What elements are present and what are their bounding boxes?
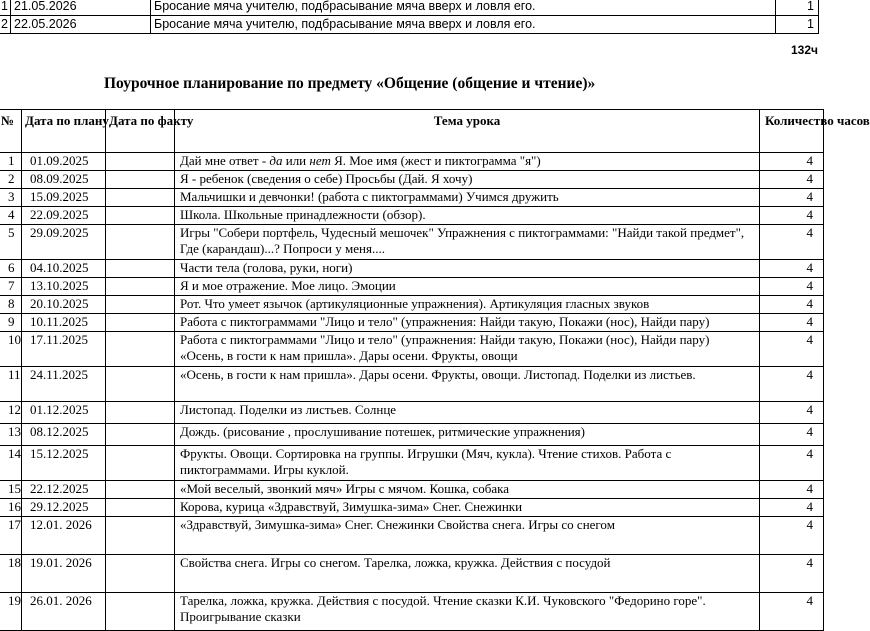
row-date-fact — [106, 593, 175, 631]
row-hours: 4 — [760, 555, 824, 593]
row-hours: 4 — [760, 278, 824, 296]
row-number: 6 — [0, 260, 22, 278]
row-date-plan: 13.10.2025 — [22, 278, 106, 296]
topic-part: или — [282, 153, 310, 168]
row-topic: Рот. Что умеет язычок (артикуляционные упражнения). Артикуляция гласных звуков — [175, 296, 760, 314]
row-date-plan: 04.10.2025 — [22, 260, 106, 278]
row-hours: 4 — [760, 225, 824, 260]
page-title: Поурочное планирование по предмету «Общение (общение и чтение)» — [104, 75, 596, 92]
table-row — [0, 446, 824, 481]
header-date-fact: Дата по факту — [106, 110, 175, 153]
total-hours: 132ч — [791, 43, 818, 57]
table-row — [0, 0, 819, 16]
row-date-fact — [106, 446, 175, 481]
row-date: 21.05.2026 — [11, 0, 151, 16]
row-date-fact — [106, 314, 175, 332]
table-row — [0, 367, 824, 402]
row-hours: 4 — [760, 171, 824, 189]
row-date-fact — [106, 225, 175, 260]
row-number: 2 — [0, 16, 11, 34]
row-date-plan: 19.01. 2026 — [22, 555, 106, 593]
table-row — [0, 517, 824, 555]
row-date-plan: 22.09.2025 — [22, 207, 106, 225]
row-hours: 4 — [760, 517, 824, 555]
row-date-plan: 29.09.2025 — [22, 225, 106, 260]
row-topic — [175, 153, 760, 171]
row-number: 10 — [0, 332, 22, 367]
row-date-fact — [106, 424, 175, 446]
row-number: 15 — [0, 481, 22, 499]
row-topic: Мальчишки и девчонки! (работа с пиктограммами) Учимся дружить — [175, 189, 760, 207]
row-topic: Листопад. Поделки из листьев. Солнце — [175, 402, 760, 424]
row-number: 13 — [0, 424, 22, 446]
row-date-plan: 10.11.2025 — [22, 314, 106, 332]
row-number: 7 — [0, 278, 22, 296]
row-topic: «Осень, в гости к нам пришла». Дары осени. Фрукты, овощи. Листопад. Поделки из листьев. — [175, 367, 760, 402]
table-row — [0, 260, 824, 278]
row-date-plan: 20.10.2025 — [22, 296, 106, 314]
row-hours: 4 — [760, 153, 824, 171]
row-topic: Я и мое отражение. Мое лицо. Эмоции — [175, 278, 760, 296]
row-date-plan: 08.12.2025 — [22, 424, 106, 446]
row-topic: Свойства снега. Игры со снегом. Тарелка, ложка, кружка. Действия с посудой — [175, 555, 760, 593]
row-hours: 4 — [760, 424, 824, 446]
row-date-plan: 15.12.2025 — [22, 446, 106, 481]
table-row — [0, 555, 824, 593]
row-hours: 4 — [760, 367, 824, 402]
table-row — [0, 16, 819, 34]
row-date-plan: 15.09.2025 — [22, 189, 106, 207]
topic-yes: да — [269, 153, 283, 168]
topic-part: Я. Мое имя (жест и пиктограмма "я") — [330, 153, 541, 168]
row-number: 12 — [0, 402, 22, 424]
row-date-fact — [106, 517, 175, 555]
row-number: 5 — [0, 225, 22, 260]
row-number: 17 — [0, 517, 22, 555]
row-topic: Фрукты. Овощи. Сортировка на группы. Игрушки (Мяч, кукла). Чтение стихов. Работа с пиктограммами. Игры куклой. — [175, 446, 760, 481]
row-date-fact — [106, 260, 175, 278]
row-topic: Я - ребенок (сведения о себе) Просьбы (Дай. Я хочу) — [175, 171, 760, 189]
row-topic: Работа с пиктограммами "Лицо и тело" (упражнения: Найди такую, Покажи (нос), Найди пару) «Осень, в гости к нам пришла». Дары осени. Фрукты, овощи — [175, 332, 760, 367]
row-topic: Тарелка, ложка, кружка. Действия с посудой. Чтение сказки К.И. Чуковского "Федорино горе". Проигрывание сказки — [175, 593, 760, 631]
previous-table-fragment — [0, 0, 819, 34]
row-number: 8 — [0, 296, 22, 314]
row-number: 1 — [0, 153, 22, 171]
row-hours: 4 — [760, 260, 824, 278]
header-date-plan: Дата по плану — [22, 110, 106, 153]
row-date-fact — [106, 153, 175, 171]
row-date-fact — [106, 296, 175, 314]
row-date-plan: 24.11.2025 — [22, 367, 106, 402]
row-number: 2 — [0, 171, 22, 189]
table-row — [0, 481, 824, 499]
row-date-plan: 12.01. 2026 — [22, 517, 106, 555]
row-date-plan: 17.11.2025 — [22, 332, 106, 367]
row-date-fact — [106, 555, 175, 593]
row-number: 11 — [0, 367, 22, 402]
row-number: 9 — [0, 314, 22, 332]
row-date-plan: 26.01. 2026 — [22, 593, 106, 631]
row-number: 19 — [0, 593, 22, 631]
row-topic: «Мой веселый, звонкий мяч» Игры с мячом. Кошка, собака — [175, 481, 760, 499]
row-topic: Корова, курица «Здравствуй, Зимушка-зима» Снег. Снежинки — [175, 499, 760, 517]
topic-part: Дай мне ответ - — [180, 153, 270, 168]
row-date-plan: 22.12.2025 — [22, 481, 106, 499]
table-row — [0, 189, 824, 207]
table-row — [0, 153, 824, 171]
row-date-fact — [106, 332, 175, 367]
header-number: № — [0, 110, 22, 153]
row-date-fact — [106, 189, 175, 207]
topic-no: нет — [309, 153, 331, 168]
table-row — [0, 332, 824, 367]
table-row — [0, 225, 824, 260]
row-hours: 4 — [760, 296, 824, 314]
header-topic: Тема урока — [175, 110, 760, 153]
row-number: 16 — [0, 499, 22, 517]
table-row — [0, 402, 824, 424]
row-topic: Школа. Школьные принадлежности (обзор). — [175, 207, 760, 225]
table-row — [0, 207, 824, 225]
row-topic: Части тела (голова, руки, ноги) — [175, 260, 760, 278]
row-date-plan: 29.12.2025 — [22, 499, 106, 517]
row-date-plan: 01.09.2025 — [22, 153, 106, 171]
table-row — [0, 296, 824, 314]
row-date-fact — [106, 207, 175, 225]
row-hours: 4 — [760, 593, 824, 631]
row-hours: 4 — [760, 207, 824, 225]
row-date-fact — [106, 367, 175, 402]
row-date: 22.05.2026 — [11, 16, 151, 34]
row-date-fact — [106, 278, 175, 296]
row-hours: 4 — [760, 402, 824, 424]
row-number: 3 — [0, 189, 22, 207]
row-hours: 4 — [760, 314, 824, 332]
row-number: 14 — [0, 446, 22, 481]
table-row — [0, 171, 824, 189]
row-date-fact — [106, 499, 175, 517]
row-topic: Работа с пиктограммами "Лицо и тело" (упражнения: Найди такую, Покажи (нос), Найди пару) — [175, 314, 760, 332]
row-hours: 4 — [760, 189, 824, 207]
row-date-fact — [106, 171, 175, 189]
row-topic: Бросание мяча учителю, подбрасывание мяча вверх и ловля его. — [151, 16, 776, 34]
row-date-plan: 01.12.2025 — [22, 402, 106, 424]
table-row — [0, 593, 824, 631]
table-row — [0, 314, 824, 332]
row-hours: 4 — [760, 446, 824, 481]
row-topic: Дождь. (рисование , прослушивание потешек, ритмические упражнения) — [175, 424, 760, 446]
row-hours: 4 — [760, 499, 824, 517]
row-date-plan: 08.09.2025 — [22, 171, 106, 189]
table-row — [0, 278, 824, 296]
header-hours: Количество часов — [760, 110, 824, 153]
row-number: 1 — [0, 0, 11, 16]
table-header-row — [0, 110, 824, 153]
row-date-fact — [106, 481, 175, 499]
row-hours: 1 — [776, 16, 819, 34]
row-hours: 4 — [760, 481, 824, 499]
table-row — [0, 499, 824, 517]
row-date-fact — [106, 402, 175, 424]
table-row — [0, 424, 824, 446]
row-hours: 1 — [776, 0, 819, 16]
row-topic: Игры "Собери портфель, Чудесный мешочек" Упражнения с пиктограммами: "Найди такой предмет", Где (карандаш)...? Попроси у меня.... — [175, 225, 760, 260]
row-topic: «Здравствуй, Зимушка-зима» Снег. Снежинки Свойства снега. Игры со снегом — [175, 517, 760, 555]
row-number: 4 — [0, 207, 22, 225]
row-hours: 4 — [760, 332, 824, 367]
row-number: 18 — [0, 555, 22, 593]
row-topic: Бросание мяча учителю, подбрасывание мяча вверх и ловля его. — [151, 0, 776, 16]
lesson-plan-table — [0, 109, 870, 631]
